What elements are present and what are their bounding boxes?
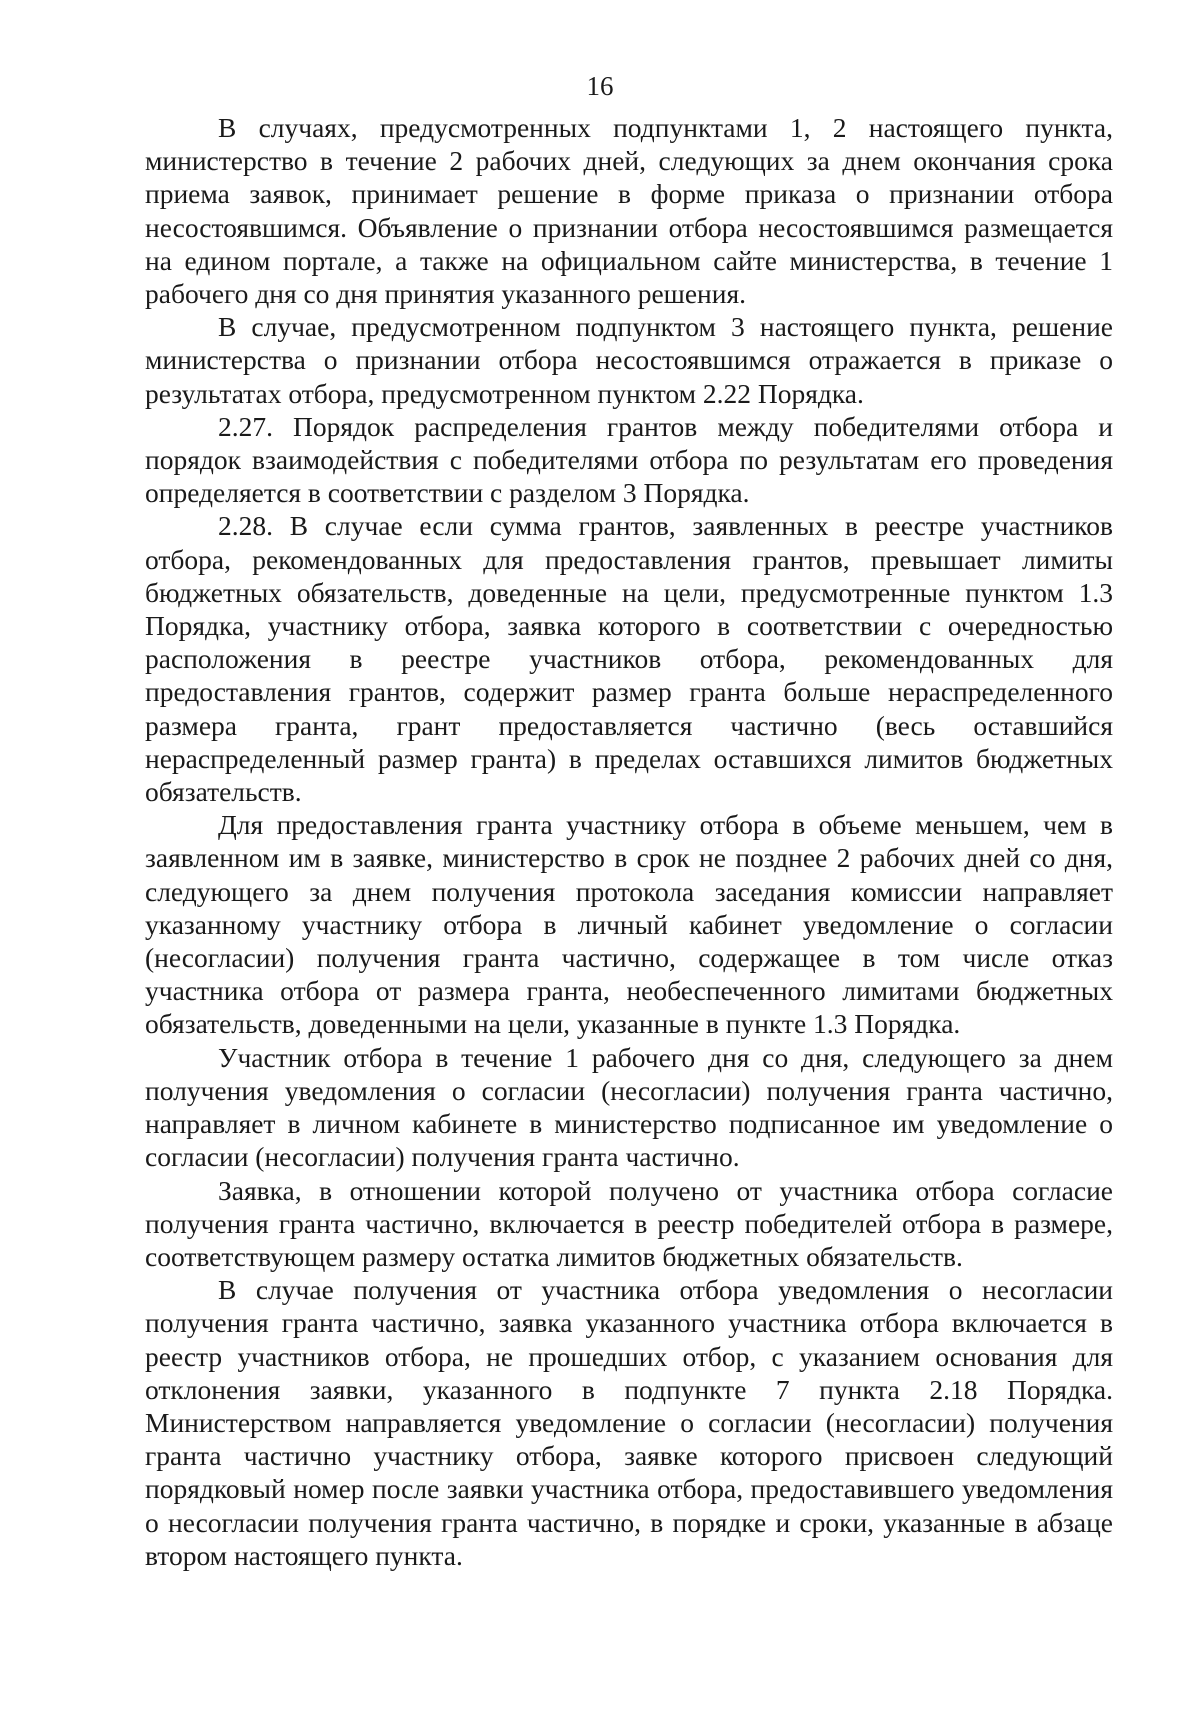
paragraph: 2.28. В случае если сумма грантов, заявленных в реестре участников отбора, рекомендованных для предоставления грантов, превышает лимиты бюджетных обязательств, доведенные на цели, предусмотренные пунктом 1.3 Порядка, участнику отбора, заявка которого в соответствии с очередностью расположения в реестре участников отбора, рекомендованных для предоставления грантов, содержит размер гранта больше нераспределенного размера гранта, грант предоставляется частично (весь оставшийся нераспределенный размер гранта) в пределах оставшихся лимитов бюджетных обязательств. <box>145 510 1113 808</box>
paragraph: В случаях, предусмотренных подпунктами 1, 2 настоящего пункта, министерство в течение 2 рабочих дней, следующих за днем окончания срока приема заявок, принимает решение в форме приказа о признании отбора несостоявшимся. Объявление о признании отбора несостоявшимся размещается на едином портале, а также на официальном сайте министерства, в течение 1 рабочего дня со дня принятия указанного решения. <box>145 112 1113 310</box>
paragraph: В случае, предусмотренном подпунктом 3 настоящего пункта, решение министерства о признании отбора несостоявшимся отражается в приказе о результатах отбора, предусмотренном пунктом 2.22 Порядка. <box>145 311 1113 409</box>
paragraph: Для предоставления гранта участнику отбора в объеме меньшем, чем в заявленном им в заявке, министерство в срок не позднее 2 рабочих дней со дня, следующего за днем получения протокола заседания комиссии направляет указанному участнику отбора в личный кабинет уведомление о согласии (несогласии) получения гранта частично, содержащее в том числе отказ участника отбора от размера гранта, необеспеченного лимитами бюджетных обязательств, доведенными на цели, указанные в пункте 1.3 Порядка. <box>145 809 1113 1040</box>
page-number: 16 <box>586 71 614 101</box>
paragraph: Заявка, в отношении которой получено от участника отбора согласие получения гранта частично, включается в реестр победителей отбора в размере, соответствующем размеру остатка лимитов бюджетных обязательств. <box>145 1174 1113 1272</box>
paragraph: 2.27. Порядок распределения грантов между победителями отбора и порядок взаимодействия с победителями отбора по результатам его проведения определяется в соответствии с разделом 3 Порядка. <box>145 410 1113 509</box>
document-body <box>145 111 1113 1572</box>
paragraph: Участник отбора в течение 1 рабочего дня со дня, следующего за днем получения уведомления о согласии (несогласии) получения гранта частично, направляет в личном кабинете в министерство подписанное им уведомление о согласии (несогласии) получения гранта частично. <box>145 1041 1113 1173</box>
paragraph: В случае получения от участника отбора уведомления о несогласии получения гранта частично, заявка указанного участника отбора включается в реестр участников отбора, не прошедших отбор, с указанием основания для отклонения заявки, указанного в подпункте 7 пункта 2.18 Порядка. Министерством направляется уведомление о согласии (несогласии) получения гранта частично участнику отбора, заявке которого присвоен следующий порядковый номер после заявки участника отбора, предоставившего уведомления о несогласии получения гранта частично, в порядке и сроки, указанные в абзаце втором настоящего пункта. <box>145 1274 1113 1571</box>
